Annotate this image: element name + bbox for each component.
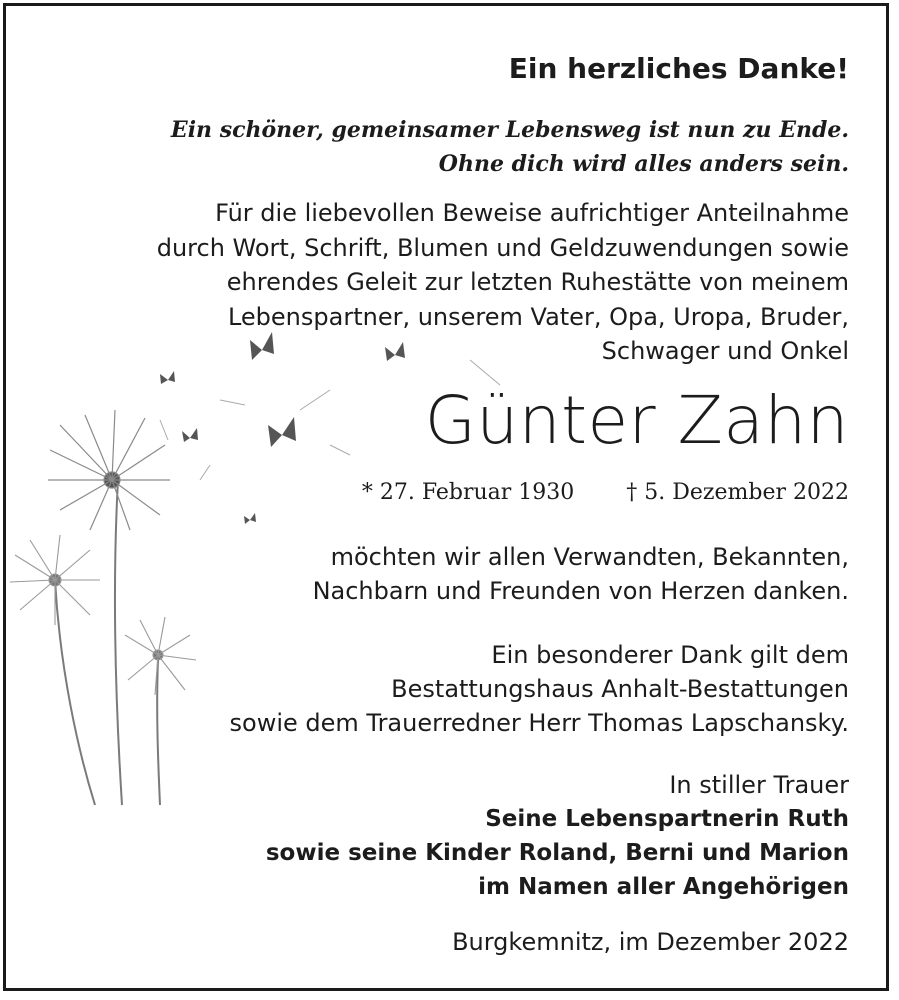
farewell-quote xyxy=(171,113,849,181)
deceased-name: Günter Zahn xyxy=(424,382,849,459)
mourning-label: In stiller Trauer xyxy=(669,771,849,799)
page-title: Ein herzliches Danke! xyxy=(508,52,849,85)
dandelion-flower xyxy=(48,410,170,530)
place-date: Burgkemnitz, im Dezember 2022 xyxy=(452,928,849,956)
signer-line: im Namen aller Angehörigen xyxy=(478,874,849,900)
dandelion-flower xyxy=(10,535,100,625)
life-dates xyxy=(362,480,849,505)
thanks-text xyxy=(313,540,849,608)
signers xyxy=(266,802,849,904)
dandelion-flower xyxy=(125,617,196,695)
special-line: sowie dem Trauerredner Herr Thomas Lapschansky. xyxy=(229,709,849,737)
signer-line: sowie seine Kinder Roland, Berni und Marion xyxy=(265,840,849,866)
quote-line: Ein schöner, gemeinsamer Lebensweg ist nun zu Ende. xyxy=(170,117,849,143)
special-line: Bestattungshaus Anhalt-Bestattungen xyxy=(391,675,849,703)
signer-line: Seine Lebenspartnerin Ruth xyxy=(485,806,849,832)
special-thanks xyxy=(230,638,849,740)
birth-date: * 27. Februar 1930 xyxy=(361,480,575,505)
dandelion-stem xyxy=(115,480,122,805)
dandelion-stem xyxy=(157,660,160,805)
death-date: † 5. Dezember 2022 xyxy=(626,480,849,505)
intro-line: Schwager und Onkel xyxy=(601,337,849,365)
special-line: Ein besonderer Dank gilt dem xyxy=(491,641,849,669)
intro-line: Für die liebevollen Beweise aufrichtiger Anteilnahme xyxy=(215,199,849,227)
intro-line: Lebenspartner, unserem Vater, Opa, Uropa, Bruder, xyxy=(227,302,849,331)
intro-text xyxy=(157,196,849,369)
intro-line: durch Wort, Schrift, Blumen und Geldzuwendungen sowie xyxy=(156,233,849,262)
intro-line: ehrendes Geleit zur letzten Ruhestätte von meinem xyxy=(226,268,849,296)
thanks-line: Nachbarn und Freunden von Herzen danken. xyxy=(312,577,849,605)
quote-line: Ohne dich wird alles anders sein. xyxy=(438,151,849,177)
thanks-line: möchten wir allen Verwandten, Bekannten, xyxy=(330,543,849,571)
